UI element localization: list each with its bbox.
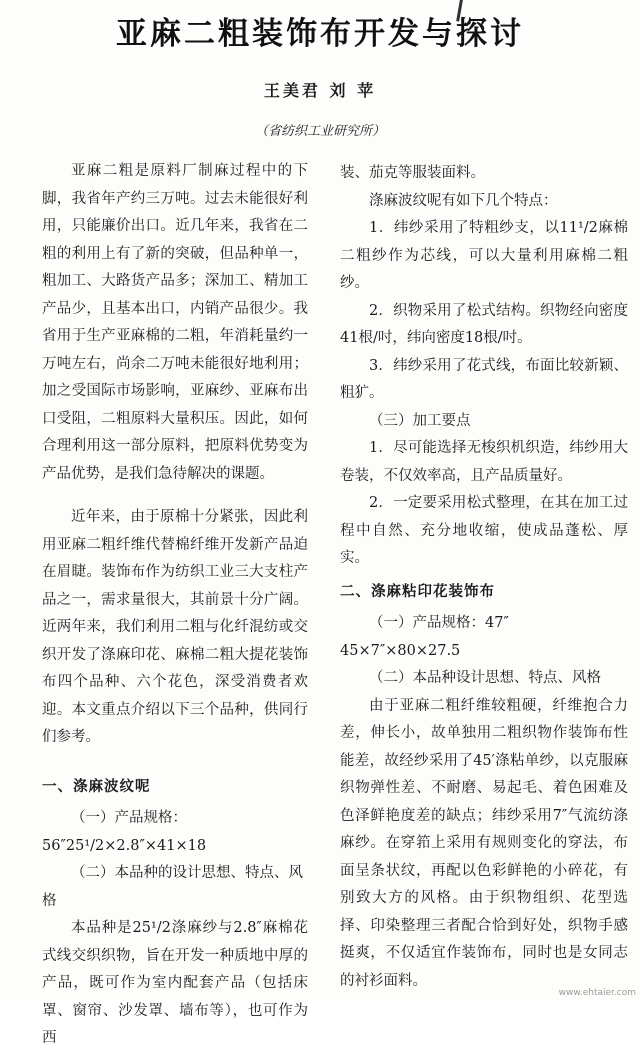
processing-item-1: 1．尽可能选择无梭织机织造，纬纱用大卷装，不仅效率高，且产品质量好。: [340, 440, 628, 484]
intro-paragraph-2: 近年来，由于原棉十分紧张，因此利用亚麻二粗纤维代替棉纤维开发新产品迫在眉睫。装饰布作为纺织工业三大支柱产品之一，需求量很大，其前景十分广阔。近两年来，我们利用二粗与化纤混纺或交织开发了涤麻印花、麻棉二粗大提花装饰布四个品种、六个花色，深受消费者欢迎。本文重点介绍以下三个品种，供同行们参考。: [42, 509, 308, 745]
left-column: [42, 158, 308, 1053]
design-paragraph-2: 由于亚麻二粗纤维较粗硬，纤维抱合力差，伸长小，故单独用二粗织物作装饰布性能差，故经纱采用了45′涤粘单纱，以克服麻织物弹性差、不耐磨、易起毛、着色困难及色泽鲜艳度差的缺点；纬纱采用7″气流纺涤麻纱。在穿筘上采用有规则变化的穿法，布面呈条状纹，再配以色彩鲜艳的小碎花，有别致大方的风格。由于织物组织、花型选择、印染整理三者配合恰到好处，织物手感挺爽，不仅适宜作装饰布，同时也是女同志的衬衫面料。: [340, 697, 628, 989]
right-column: [340, 160, 628, 995]
subsection-design-2: （二）本品种设计思想、特点、风格: [369, 670, 601, 686]
feature-item-3: 3．纬纱采用了花式线，布面比较新颖、粗犷。: [340, 357, 628, 401]
section-heading-2: 二、涤麻粘印花装饰布: [340, 583, 495, 600]
subsection-spec-1: （一）产品规格：56″25¹/2×2.8″×41×18: [42, 810, 207, 854]
subsection-spec-2: （一）产品规格：47″ 45×7″×80×27.5: [340, 615, 509, 659]
feature-item-1: 1．纬纱采用了特粗纱支，以11¹/2麻棉二粗纱作为芯线，可以大量利用麻棉二粗纱。: [340, 220, 628, 291]
subsection-design-1: （二）本品种的设计思想、特点、风格: [42, 865, 303, 909]
section-heading-1: 一、涤麻波纹呢: [42, 778, 151, 795]
intro-paragraph-1: 亚麻二粗是原料厂制麻过程中的下脚，我省年产约三万吨。过去未能很好利用，只能廉价出口。近几年来，我省在二粗的利用上有了新的突破，但品种单一，粗加工、大路货产品多；深加工、精加工产品少，且基本出口，内销产品很少。我省用于生产亚麻棉的二粗，年消耗量约一万吨左右，尚余二万吨未能很好地利用；加之受国际市场影响，亚麻纱、亚麻布出口受阻，二粗原料大量积压。因此，如何合理利用这一部分原料，把原料优势变为产品优势，是我们急待解决的课题。: [42, 163, 308, 482]
processing-item-2: 2．一定要采用松式整理，在其在加工过程中自然、充分地收缩，使成品蓬松、厚实。: [340, 495, 628, 566]
article-affiliation: （省纺织工业研究所）: [254, 124, 385, 139]
subsection-processing: （三）加工要点: [369, 412, 471, 429]
feature-item-2: 2．织物采用了松式结构。织物经向密度41根/吋，纬向密度18根/吋。: [340, 302, 628, 346]
continued-paragraph: 装、茄克等服装面料。: [340, 165, 485, 181]
article-title: 亚麻二粗装饰布开发与探讨: [116, 16, 524, 52]
design-paragraph-1: 本品种是25¹/2涤麻纱与2.8″麻棉花式线交织织物，旨在开发一种质地中厚的产品，既可作为室内配套产品（包括床罩、窗帘、沙发罩、墙布等），也可作为西: [42, 920, 308, 1046]
features-intro: 涤麻波纹呢有如下几个特点：: [369, 192, 558, 209]
article-authors: 王美君 刘 苹: [263, 81, 377, 100]
watermark-text: www.ehtaier.com: [558, 988, 636, 998]
